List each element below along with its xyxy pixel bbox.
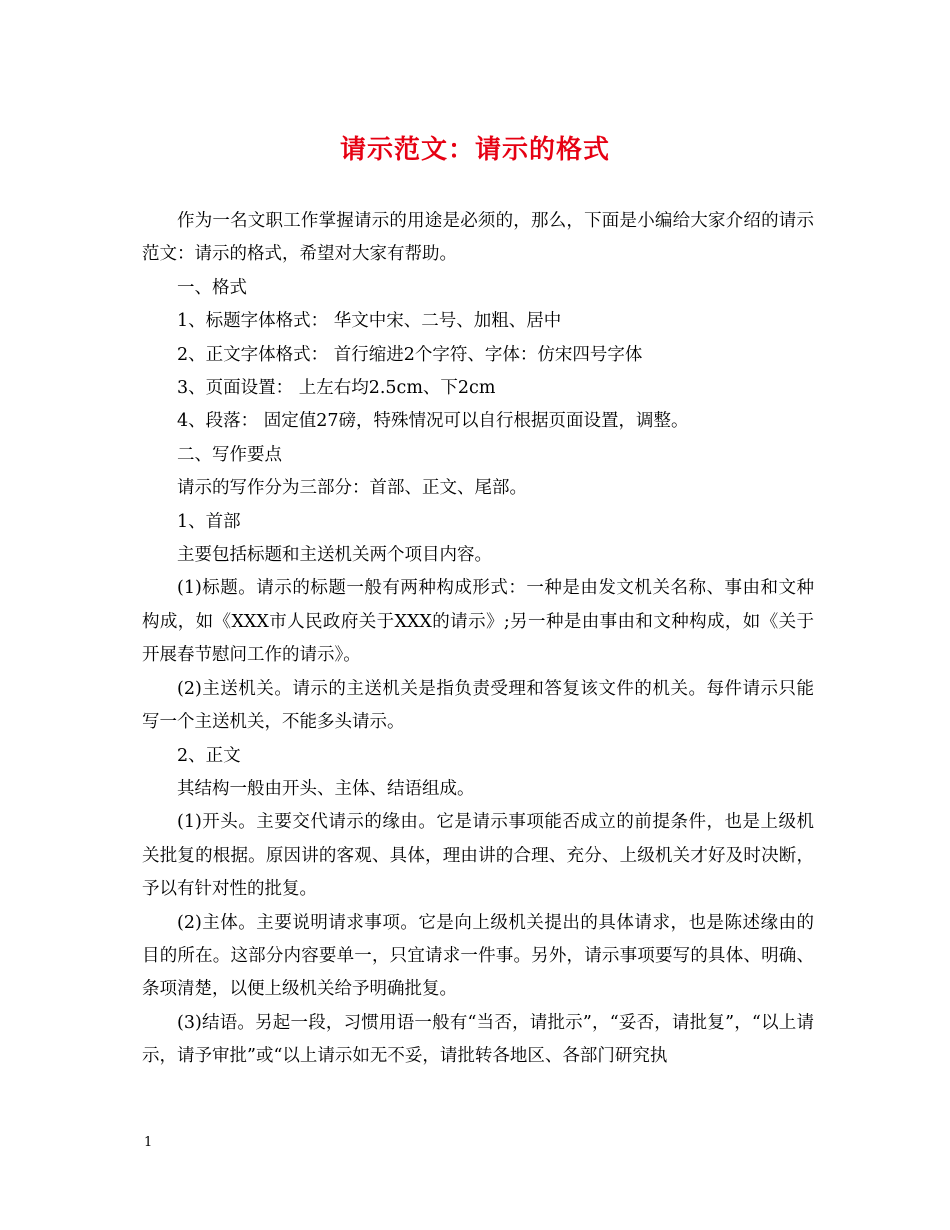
paragraph-title-forms: (1)标题。请示的标题一般有两种构成形式：一种是由发文机关名称、事由和文种构成，如《XXX市人民政府关于XXX的请示》;另一种是由事由和文种构成，如《关于开展春节慰问工作的请示》。 (142, 578, 814, 666)
paragraph-main-body: (2)主体。主要说明请求事项。它是向上级机关提出的具体请求，也是陈述缘由的目的所在。这部分内容要单一，只宜请求一件事。另外，请示事项要写的具体、明确、条项清楚，以便上级机关给予明确批复。 (142, 912, 814, 1000)
paragraph-opening: (1)开头。主要交代请示的缘由。它是请示事项能否成立的前提条件，也是上级机关批复的根据。原因讲的客观、具体，理由讲的合理、充分、上级机关才好及时决断，予以有针对性的批复。 (142, 812, 814, 900)
heading-header-part: 1、首部 (177, 511, 241, 532)
document-title: 请示范文：请示的格式 (339, 135, 610, 165)
format-item-body-font: 2、正文字体格式： 首行缩进2个字符、字体：仿宋四号字体 (177, 344, 643, 365)
format-item-page-setup: 3、页面设置： 上左右均2.5cm、下2cm (177, 378, 496, 399)
paragraph-body-structure: 其结构一般由开头、主体、结语组成。 (177, 778, 475, 799)
paragraph-intro: 作为一名文职工作掌握请示的用途是必须的，那么，下面是小编给大家介绍的请示范文：请示的格式，希望对大家有帮助。 (142, 211, 814, 265)
paragraph-header-contents: 主要包括标题和主送机关两个项目内容。 (177, 545, 492, 566)
paragraph-main-recipient: (2)主送机关。请示的主送机关是指负责受理和答复该文件的机关。每件请示只能写一个主送机关，不能多头请示。 (142, 678, 814, 733)
heading-writing-points: 二、写作要点 (177, 444, 282, 465)
paragraph-three-parts: 请示的写作分为三部分：首部、正文、尾部。 (177, 478, 527, 499)
document-body (142, 205, 814, 1074)
heading-format: 一、格式 (177, 277, 247, 298)
format-item-title-font: 1、标题字体格式： 华文中宋、二号、加粗、居中 (177, 311, 562, 332)
page-number: 1 (144, 1135, 153, 1150)
format-item-paragraph: 4、段落： 固定值27磅，特殊情况可以自行根据页面设置，调整。 (177, 411, 689, 432)
heading-body-part: 2、正文 (177, 745, 241, 766)
paragraph-conclusion: (3)结语。另起一段，习惯用语一般有“当否，请批示”，“妥否，请批复”，“以上请示，请予审批”或“以上请示如无不妥，请批转各地区、各部门研究执 (142, 1012, 814, 1067)
